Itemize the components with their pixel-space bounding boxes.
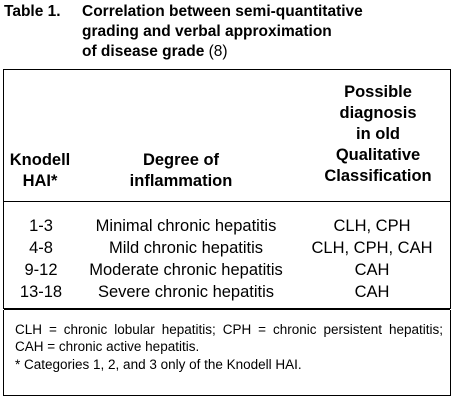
cell-classification: CLH, CPH	[333, 217, 411, 235]
data-table	[3, 69, 451, 309]
cell-classification: CLH, CPH, CAH	[311, 239, 433, 257]
caption-title-line-1: Correlation between semi-quantitative	[82, 3, 363, 20]
header-degree-of-inflammation	[86, 150, 276, 192]
cell-hai: 4-8	[29, 239, 53, 257]
header-class-line-1: Possible	[344, 83, 412, 101]
header-degree-line-1: Degree of	[142, 151, 220, 169]
header-knodell-line-2: HAI*	[22, 172, 58, 190]
caption-line-1	[4, 2, 456, 22]
caption-reference: (8)	[208, 43, 228, 60]
cell-degree: Moderate chronic hepatitis	[89, 261, 283, 279]
table-notes-text	[15, 321, 443, 373]
header-class-line-3: in old	[356, 125, 400, 143]
table-body	[4, 215, 450, 303]
cell-hai: 1-3	[29, 217, 53, 235]
cell-hai: 9-12	[24, 261, 58, 279]
header-knodell-hai	[4, 150, 76, 192]
table-header	[4, 70, 450, 202]
header-degree-line-2: inflammation	[129, 172, 233, 190]
caption-label: Table 1.	[4, 3, 61, 20]
cell-hai: 13-18	[19, 283, 63, 301]
footnote: * Categories 1, 2, and 3 only of the Knodell HAI.	[15, 357, 302, 372]
header-class-line-5: Classification	[324, 167, 432, 185]
table-row	[4, 259, 450, 281]
abbreviation-note: CLH = chronic lobular hepatitis; CPH = chronic persistent hepatitis; CAH = chronic active hepatitis.	[15, 322, 443, 354]
table-notes	[3, 310, 451, 396]
cell-degree: Minimal chronic hepatitis	[95, 217, 277, 235]
table-caption	[4, 2, 456, 62]
cell-classification: CAH	[354, 261, 390, 279]
header-class-line-4: Qualitative	[335, 146, 421, 164]
header-divider	[4, 201, 450, 202]
cell-degree: Mild chronic hepatitis	[108, 239, 264, 257]
table-row	[4, 215, 450, 237]
caption-title-line-3	[82, 42, 228, 62]
caption-title-line-2: grading and verbal approximation	[82, 23, 332, 40]
caption-line-3	[4, 42, 456, 62]
header-class-line-2: diagnosis	[339, 104, 417, 122]
table-row	[4, 281, 450, 303]
header-possible-diagnosis	[310, 82, 446, 187]
caption-title-line-3-text: of disease grade	[82, 43, 205, 60]
cell-classification: CAH	[354, 283, 390, 301]
table-row	[4, 237, 450, 259]
header-knodell-line-1: Knodell	[9, 151, 71, 169]
caption-line-2	[4, 22, 456, 42]
cell-degree: Severe chronic hepatitis	[97, 283, 275, 301]
